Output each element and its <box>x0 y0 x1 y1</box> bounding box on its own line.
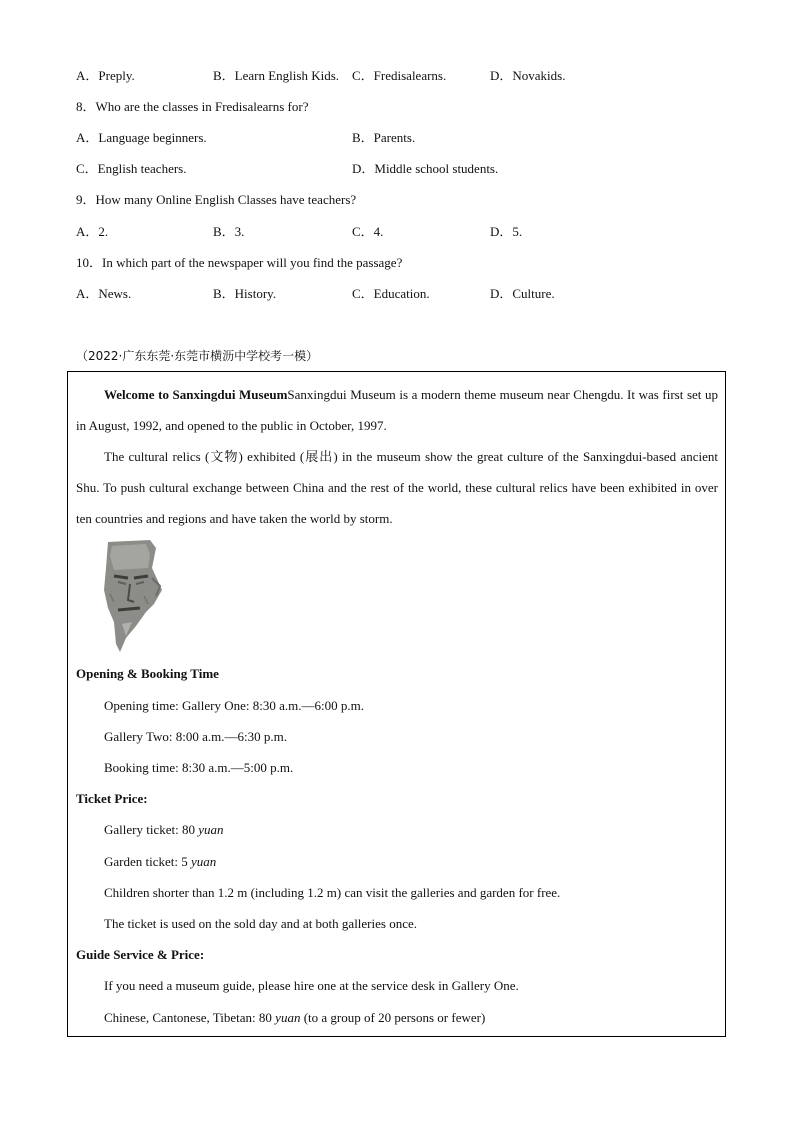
q7-option-d: D．Novakids. <box>490 68 566 83</box>
bronze-mask-image <box>100 538 164 654</box>
currency-unit: yuan <box>198 822 224 837</box>
q9-option-d: D．5. <box>490 224 523 239</box>
opening-gallery-two: Gallery Two: 8:00 a.m.—6:30 p.m. <box>104 729 287 744</box>
article-intro-text: Sanxingdui Museum is a modern theme museum near Chengdu. It was first set up in August, 1992, and opened to the public in October, 1997. <box>76 387 718 433</box>
booking-time: Booking time: 8:30 a.m.—5:00 p.m. <box>104 760 294 775</box>
opening-heading: Opening & Booking Time <box>76 666 219 681</box>
q7-option-a: A．Preply. <box>76 68 135 83</box>
guide-heading: Guide Service & Price: <box>76 947 205 962</box>
source-note: （2022·广东东莞·东莞市横沥中学校考一模） <box>76 349 319 363</box>
q7-option-c: C．Fredisalearns. <box>352 68 447 83</box>
q8-question: 8．Who are the classes in Fredisalearns for? <box>76 99 309 114</box>
q10-option-b: B．History. <box>213 286 277 301</box>
q10-question: 10．In which part of the newspaper will you find the passage? <box>76 255 403 270</box>
q8-option-a: A．Language beginners. <box>76 130 207 145</box>
currency-unit: yuan <box>275 1010 301 1025</box>
q7-option-b: B．Learn English Kids. <box>213 68 340 83</box>
opening-gallery-one: Opening time: Gallery One: 8:30 a.m.—6:00 p.m. <box>104 698 364 713</box>
article-culture-paragraph: The cultural relics (文物) exhibited (展出) in the museum show the great culture of the Sanxingdui-based ancient Shu. To push cultural exchange between China and the rest of the world, these cultural relics have been exhibited in over ten countries and regions and have taken the world by storm. <box>76 449 718 526</box>
gallery-ticket-price <box>104 822 224 838</box>
q10-option-c: C．Education. <box>352 286 430 301</box>
children-free-note: Children shorter than 1.2 m (including 1.2 m) can visit the galleries and garden for free. <box>104 885 561 900</box>
guide-price <box>104 1010 485 1026</box>
q9-option-a: A．2. <box>76 224 109 239</box>
guide-hire-note: If you need a museum guide, please hire one at the service desk in Gallery One. <box>104 978 519 993</box>
guide-price-suffix: (to a group of 20 persons or fewer) <box>300 1010 486 1025</box>
garden-ticket-label: Garden ticket: 5 <box>104 854 191 869</box>
article-title: Welcome to Sanxingdui Museum <box>104 387 288 402</box>
q8-option-b: B．Parents. <box>352 130 416 145</box>
gallery-ticket-label: Gallery ticket: 80 <box>104 822 199 837</box>
q8-option-d: D．Middle school students. <box>352 161 499 176</box>
currency-unit: yuan <box>191 854 217 869</box>
ticket-heading: Ticket Price: <box>76 791 148 806</box>
q9-option-c: C．4. <box>352 224 384 239</box>
ticket-usage-note: The ticket is used on the sold day and at both galleries once. <box>104 916 417 931</box>
q8-option-c: C．English teachers. <box>76 161 187 176</box>
q9-question: 9．How many Online English Classes have teachers? <box>76 192 357 207</box>
guide-price-prefix: Chinese, Cantonese, Tibetan: 80 <box>104 1010 276 1025</box>
q10-option-d: D．Culture. <box>490 286 555 301</box>
q10-option-a: A．News. <box>76 286 132 301</box>
garden-ticket-price <box>104 854 216 870</box>
article-intro-paragraph <box>76 379 718 441</box>
q9-option-b: B．3. <box>213 224 245 239</box>
